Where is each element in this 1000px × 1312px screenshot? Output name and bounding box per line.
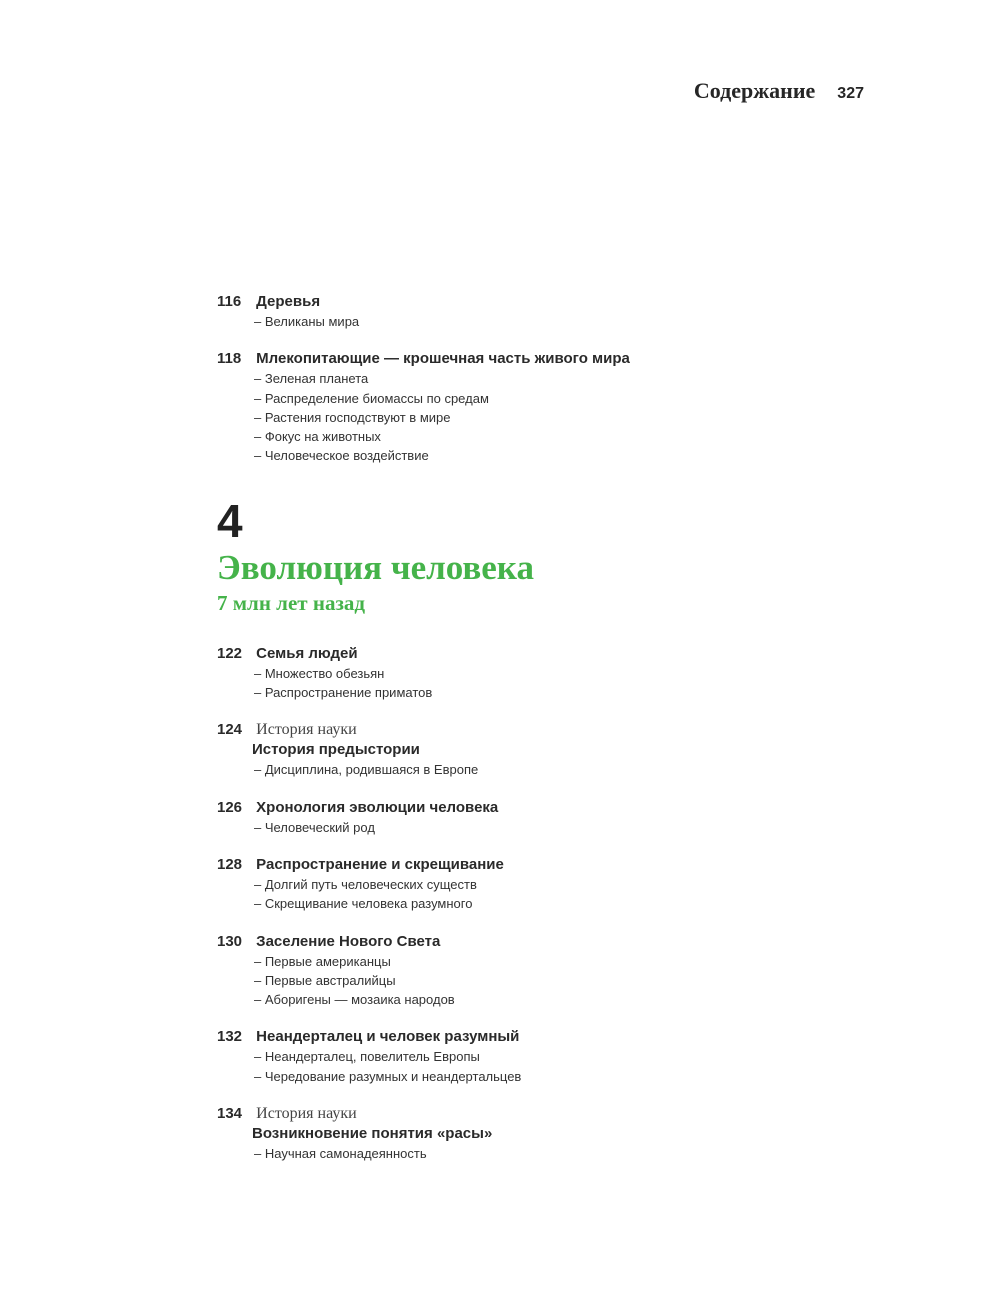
toc-subentry: – Фокус на животных — [254, 429, 381, 445]
toc-subentry: – Растения господствуют в мире — [254, 409, 451, 425]
toc-subentries — [217, 818, 857, 837]
toc-entry-kicker: История науки — [256, 721, 357, 739]
toc-subentry: – Распространение приматов — [254, 685, 433, 701]
toc-entry-heading — [217, 1104, 857, 1124]
toc-entry-heading — [217, 1027, 857, 1047]
toc-subentry: – Человеческий род — [254, 819, 375, 835]
toc-subentry: – Скрещивание человека разумного — [254, 896, 473, 912]
toc-entry-heading — [217, 932, 857, 952]
toc-entry-heading — [217, 644, 857, 664]
toc-entry-heading — [217, 349, 857, 369]
toc-entry-title: История предыстории — [252, 741, 420, 759]
toc-subentry: – Долгий путь человеческих существ — [254, 876, 477, 892]
toc-page-number: 132 — [217, 1028, 243, 1046]
chapter-number: 4 — [217, 494, 243, 547]
toc-subentry: – Распределение биомассы по средам — [254, 390, 489, 406]
toc-entry — [217, 855, 857, 914]
toc-subentry: – Первые американцы — [254, 953, 391, 969]
toc-subentry: – Неандерталец, повелитель Европы — [254, 1049, 480, 1065]
toc-entry — [217, 644, 857, 703]
toc-entry-heading — [217, 720, 857, 740]
chapter-subtitle: 7 млн лет назад — [217, 590, 366, 615]
toc-entry-title: Заселение Нового Света — [256, 932, 441, 950]
toc-page-number: 126 — [217, 798, 243, 816]
toc-entry-title: Млекопитающие — крошечная часть живого мира — [256, 350, 630, 368]
toc-subentries — [217, 1047, 857, 1086]
toc-subentries — [217, 875, 857, 914]
toc-entry-heading — [217, 292, 857, 312]
toc-entry — [217, 720, 857, 779]
toc-page-number: 122 — [217, 644, 243, 662]
toc-subentries — [217, 369, 857, 465]
toc-entry-title: Возникновение понятия «расы» — [252, 1125, 493, 1143]
toc-entry-title: Хронология эволюции человека — [256, 798, 499, 816]
toc-entry-kicker: История науки — [256, 1105, 357, 1123]
toc-subentry: – Первые австралийцы — [254, 972, 396, 988]
toc-subentry: – Чередование разумных и неандертальцев — [254, 1068, 522, 1084]
toc-subentry: – Великаны мира — [254, 314, 360, 329]
toc-page-number: 130 — [217, 932, 243, 950]
toc-subentry: – Дисциплина, родившаяся в Европе — [254, 762, 479, 778]
toc-subentry: – Человеческое воздействие — [254, 448, 429, 464]
toc-subentries — [217, 312, 857, 331]
toc-subentries — [217, 760, 857, 779]
toc-subentries — [217, 664, 857, 703]
toc-entry-heading — [217, 798, 857, 818]
toc-subentries — [217, 952, 857, 1010]
running-header — [694, 78, 864, 104]
toc-entry — [217, 932, 857, 1010]
toc-page-number: 128 — [217, 855, 243, 873]
toc-subentry: – Научная самонадеянность — [254, 1146, 427, 1162]
header-title: Содержание — [693, 78, 816, 103]
toc-entry-heading — [217, 855, 857, 875]
toc-entry-title: Распространение и скрещивание — [256, 855, 504, 873]
toc-subentry: – Аборигены — мозаика народов — [254, 992, 455, 1008]
toc-entry — [217, 1104, 857, 1163]
toc-entry — [217, 1027, 857, 1086]
toc-entry-title: Неандерталец и человек разумный — [256, 1028, 520, 1046]
toc-entry-title: Деревья — [256, 293, 321, 310]
toc-page-number: 118 — [217, 350, 242, 368]
toc-subentries — [217, 1144, 857, 1163]
toc-page-number: 116 — [217, 293, 242, 310]
toc-entry-title: Семья людей — [256, 644, 358, 662]
table-of-contents — [217, 292, 857, 1163]
toc-page-number: 134 — [217, 1105, 243, 1123]
chapter-title: Эволюция человека — [217, 547, 534, 587]
toc-entry — [217, 292, 857, 331]
toc-subentry: – Множество обезьян — [254, 665, 385, 681]
page-number: 327 — [837, 85, 864, 102]
toc-entry — [217, 798, 857, 837]
toc-entry — [217, 349, 857, 465]
toc-page-number: 124 — [217, 721, 243, 739]
toc-subentry: – Зеленая планета — [254, 371, 369, 387]
chapter-heading — [217, 494, 857, 616]
